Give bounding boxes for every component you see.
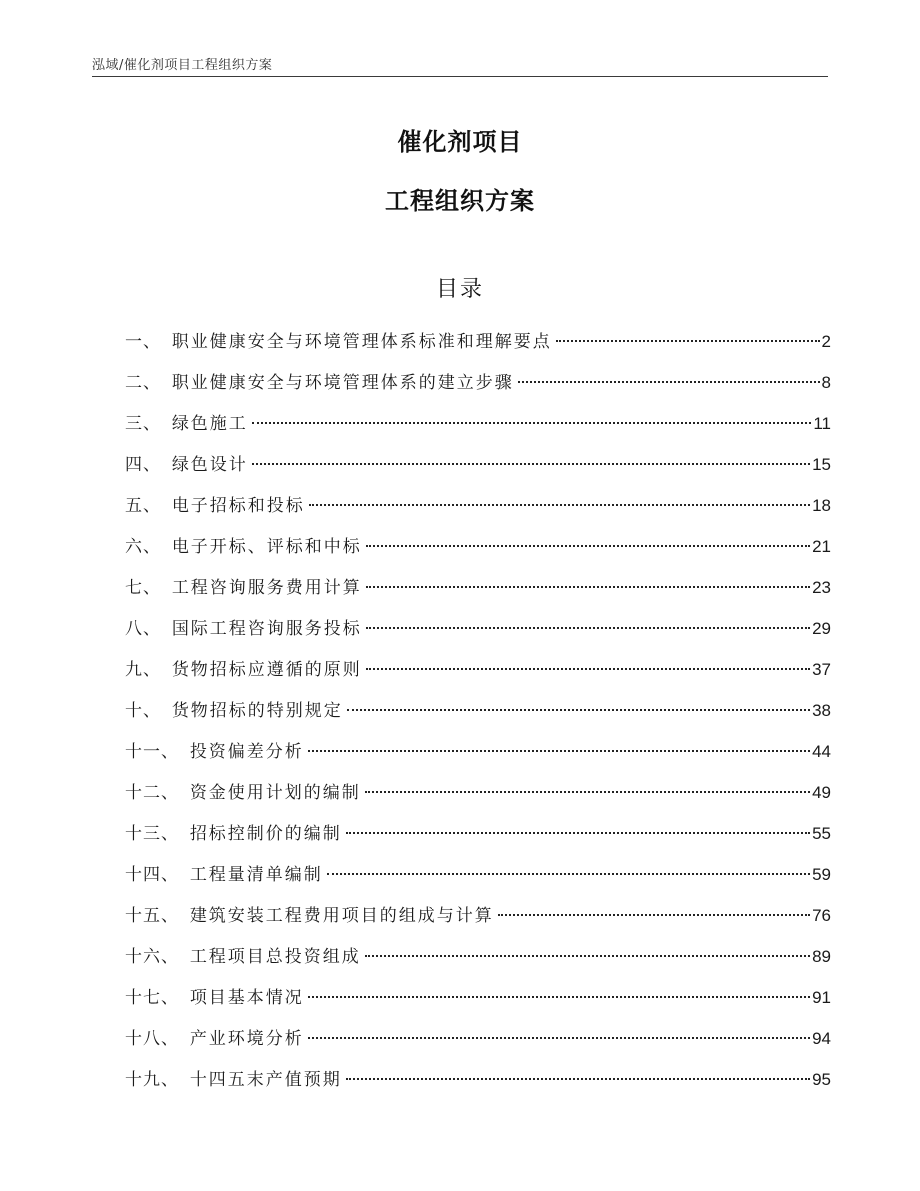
toc-dot-leader: [366, 627, 810, 629]
toc-dot-leader: [365, 791, 810, 793]
toc-entry-spacer: [161, 691, 172, 732]
toc-entry-page-number: 89: [812, 947, 831, 966]
toc-entry-title: 资金使用计划的编制: [189, 783, 361, 803]
toc-entry-title: 电子开标、评标和中标: [171, 537, 362, 557]
toc-entry[interactable]: [125, 854, 831, 895]
toc-entry-number: 一、: [125, 332, 161, 352]
toc-entry-page-number: 44: [812, 742, 831, 761]
toc-entry-number: 三、: [125, 414, 161, 434]
toc-entry-number: 十八、: [125, 1029, 179, 1049]
toc-entry-page-number: 21: [812, 537, 831, 556]
toc-entry-spacer: [179, 978, 190, 1019]
toc-entry-title: 项目基本情况: [189, 988, 304, 1008]
toc-entry-number: 九、: [125, 660, 161, 680]
toc-entry-page-number: 55: [812, 824, 831, 843]
toc-entry-title: 绿色施工: [171, 414, 248, 434]
toc-entry-spacer: [179, 732, 190, 773]
toc-entry-number: 十、: [125, 701, 161, 721]
toc-entry-number: 十九、: [125, 1070, 179, 1090]
toc-entry-number: 十四、: [125, 865, 179, 885]
toc-entry-spacer: [179, 896, 190, 937]
toc-entry[interactable]: [125, 567, 831, 608]
toc-entry-number: 六、: [125, 537, 161, 557]
toc-dot-leader: [366, 586, 810, 588]
toc-entry-number: 七、: [125, 578, 161, 598]
toc-entry[interactable]: [125, 1018, 831, 1059]
toc-dot-leader: [309, 504, 810, 506]
toc-dot-leader: [346, 1078, 810, 1080]
toc-entry-page-number: 15: [812, 455, 831, 474]
document-title-line-1: 催化剂项目: [397, 128, 523, 156]
toc-dot-leader: [365, 955, 810, 957]
toc-entry-title: 工程项目总投资组成: [189, 947, 361, 967]
toc-entry-title: 绿色设计: [171, 455, 248, 475]
document-title-line-2: 工程组织方案: [385, 187, 535, 215]
toc-entry-title: 职业健康安全与环境管理体系的建立步骤: [171, 373, 514, 393]
toc-entry-number: 十五、: [125, 906, 179, 926]
toc-entry-spacer: [179, 1019, 190, 1060]
running-header: 泓域/催化剂项目工程组织方案: [92, 58, 273, 73]
toc-entry-title: 职业健康安全与环境管理体系标准和理解要点: [171, 332, 552, 352]
toc-entry-spacer: [161, 486, 172, 527]
toc-entry-title: 投资偏差分析: [189, 742, 304, 762]
toc-entry-title: 工程量清单编制: [189, 865, 323, 885]
toc-entry[interactable]: [125, 608, 831, 649]
toc-entry-spacer: [161, 363, 172, 404]
toc-entry-page-number: 38: [812, 701, 831, 720]
toc-dot-leader: [366, 668, 810, 670]
toc-entry-page-number: 18: [812, 496, 831, 515]
toc-entry-spacer: [179, 855, 190, 896]
toc-entry-page-number: 76: [812, 906, 831, 925]
toc-dot-leader: [518, 381, 820, 383]
toc-entry-page-number: 49: [812, 783, 831, 802]
toc-entry-spacer: [179, 773, 190, 814]
toc-entry-spacer: [161, 609, 172, 650]
toc-dot-leader: [327, 873, 810, 875]
header-divider: [92, 76, 828, 77]
toc-entry[interactable]: [125, 1059, 831, 1100]
toc-entry-number: 四、: [125, 455, 161, 475]
toc-dot-leader: [252, 463, 810, 465]
toc-entry[interactable]: [125, 731, 831, 772]
toc-dot-leader: [308, 996, 810, 998]
toc-entry[interactable]: [125, 813, 831, 854]
toc-entry-page-number: 37: [812, 660, 831, 679]
toc-entry-title: 电子招标和投标: [171, 496, 305, 516]
toc-dot-leader: [347, 709, 810, 711]
toc-dot-leader: [308, 750, 810, 752]
toc-heading: 目录: [435, 277, 484, 302]
toc-dot-leader: [308, 1037, 810, 1039]
toc-entry-title: 十四五末产值预期: [189, 1070, 342, 1090]
toc-entry-spacer: [161, 527, 172, 568]
toc-entry[interactable]: [125, 444, 831, 485]
toc-entry-page-number: 11: [813, 414, 831, 433]
toc-entry-title: 产业环境分析: [189, 1029, 304, 1049]
toc-entry[interactable]: [125, 485, 831, 526]
toc-entry[interactable]: [125, 895, 831, 936]
toc-entry-page-number: 23: [812, 578, 831, 597]
toc-entry-page-number: 2: [821, 332, 831, 351]
toc-dot-leader: [252, 422, 812, 424]
toc-entry-page-number: 59: [812, 865, 831, 884]
toc-entry[interactable]: [125, 649, 831, 690]
toc-dot-leader: [498, 914, 810, 916]
table-of-contents: [125, 321, 831, 1100]
toc-entry-title: 国际工程咨询服务投标: [171, 619, 362, 639]
toc-entry[interactable]: [125, 977, 831, 1018]
toc-dot-leader: [556, 340, 820, 342]
toc-entry[interactable]: [125, 690, 831, 731]
toc-entry-number: 八、: [125, 619, 161, 639]
toc-entry-spacer: [179, 814, 190, 855]
toc-entry-spacer: [161, 650, 172, 691]
toc-entry-spacer: [179, 1060, 190, 1101]
toc-entry-spacer: [161, 404, 172, 445]
toc-entry[interactable]: [125, 403, 831, 444]
toc-entry[interactable]: [125, 362, 831, 403]
toc-entry-number: 十七、: [125, 988, 179, 1008]
toc-entry[interactable]: [125, 526, 831, 567]
toc-entry-title: 招标控制价的编制: [189, 824, 342, 844]
toc-dot-leader: [366, 545, 810, 547]
toc-entry-page-number: 8: [821, 373, 831, 392]
toc-entry-page-number: 94: [812, 1029, 831, 1048]
toc-entry-number: 五、: [125, 496, 161, 516]
toc-entry-spacer: [179, 937, 190, 978]
toc-entry-number: 十二、: [125, 783, 179, 803]
toc-entry-title: 货物招标的特别规定: [171, 701, 343, 721]
toc-entry-title: 货物招标应遵循的原则: [171, 660, 362, 680]
toc-dot-leader: [346, 832, 810, 834]
toc-entry-spacer: [161, 445, 172, 486]
toc-entry[interactable]: [125, 772, 831, 813]
toc-entry-page-number: 91: [812, 988, 831, 1007]
toc-entry-title: 建筑安装工程费用项目的组成与计算: [189, 906, 494, 926]
toc-entry-page-number: 29: [812, 619, 831, 638]
toc-entry-number: 二、: [125, 373, 161, 393]
toc-entry[interactable]: [125, 936, 831, 977]
toc-entry[interactable]: [125, 321, 831, 362]
toc-entry-title: 工程咨询服务费用计算: [171, 578, 362, 598]
toc-entry-number: 十三、: [125, 824, 179, 844]
toc-entry-spacer: [161, 568, 172, 609]
toc-entry-number: 十六、: [125, 947, 179, 967]
toc-entry-page-number: 95: [812, 1070, 831, 1089]
toc-entry-number: 十一、: [125, 742, 179, 762]
toc-entry-spacer: [161, 322, 172, 363]
